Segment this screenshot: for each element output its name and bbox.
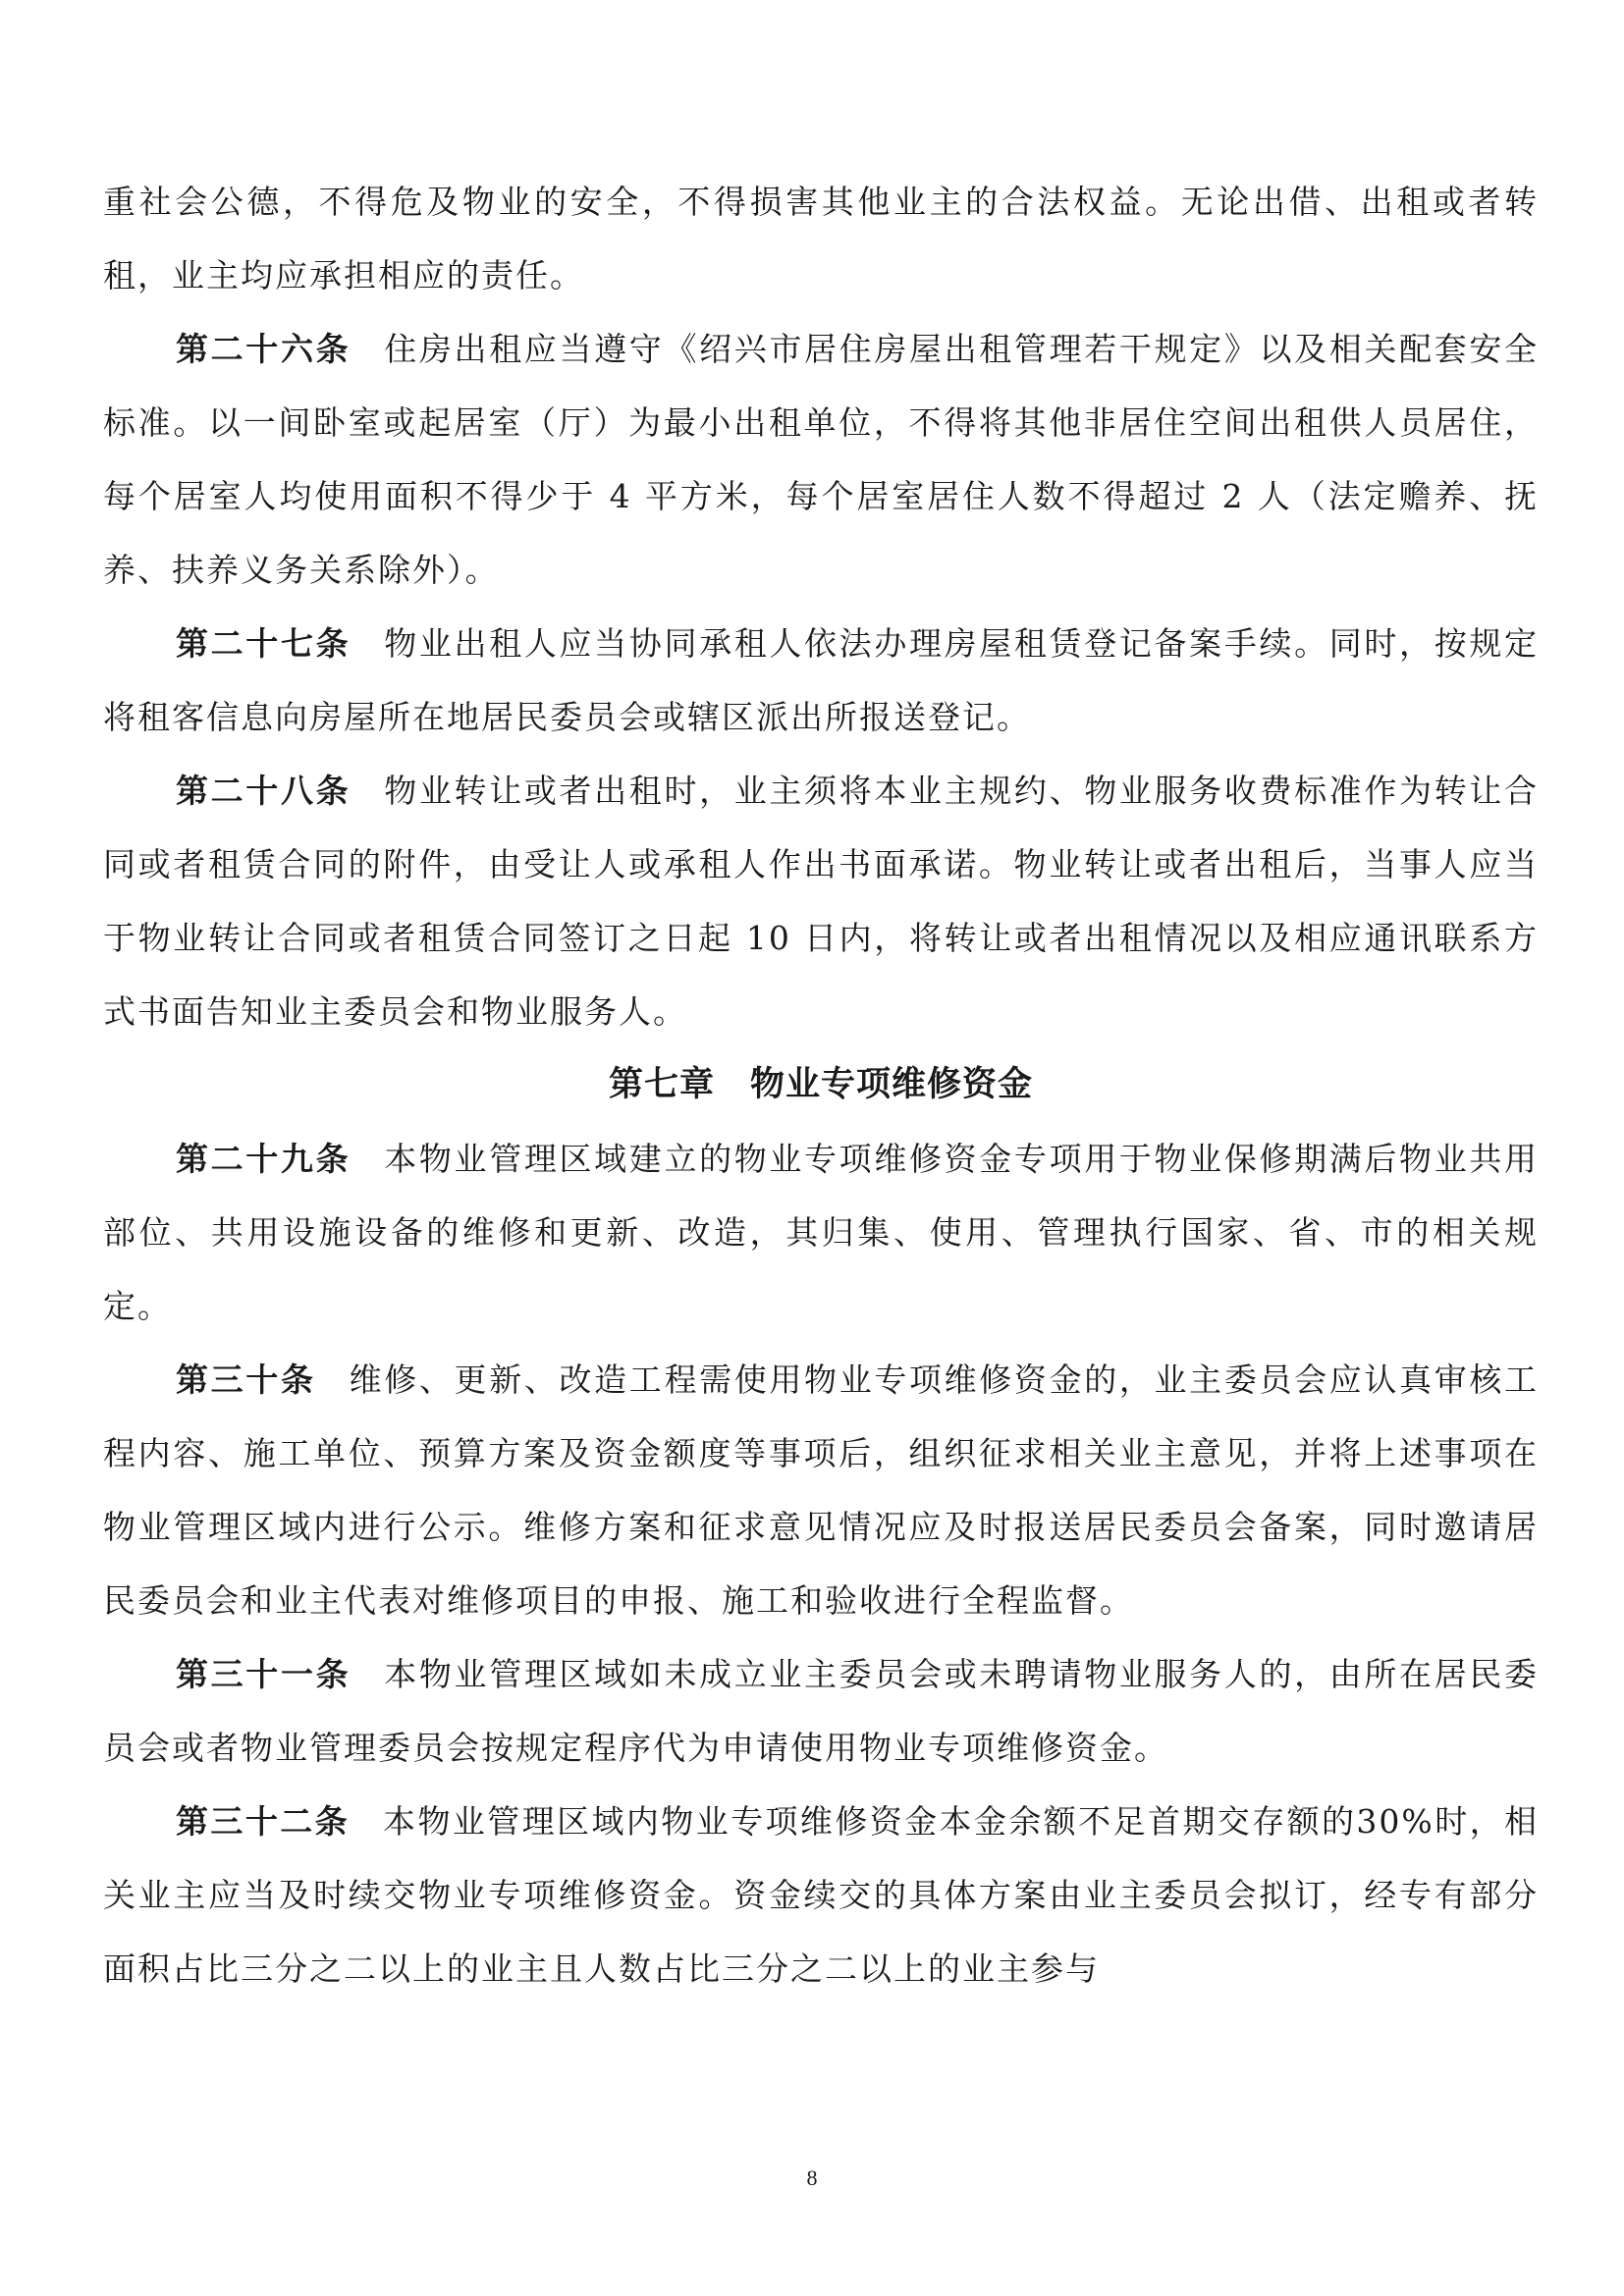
article-32 <box>103 1785 1539 2005</box>
article-label: 第三十二条 <box>176 1802 351 1841</box>
article-30 <box>103 1343 1539 1637</box>
article-text: 本物业管理区域如未成立业主委员会或未聘请物业服务人的，由所在居民委员会或者物业管理委员会按规定程序代为申请使用物业专项维修资金。 <box>103 1655 1540 1767</box>
document-body <box>103 165 1539 2005</box>
paragraph-continuation <box>103 165 1539 312</box>
article-label: 第三十条 <box>176 1361 316 1399</box>
article-label: 第三十一条 <box>176 1655 352 1693</box>
article-text: 本物业管理区域建立的物业专项维修资金专项用于物业保修期满后物业共用部位、共用设施设备的维修和更新、改造，其归集、使用、管理执行国家、省、市的相关规定。 <box>103 1140 1540 1325</box>
article-29 <box>103 1122 1539 1343</box>
article-label: 第二十七条 <box>176 624 352 663</box>
article-text: 物业转让或者出租时，业主须将本业主规约、物业服务收费标准作为转让合同或者租赁合同的附件，由受让人或承租人作出书面承诺。物业转让或者出租后，当事人应当于物业转让合同或者租赁合同签订之日起 10 日内，将转让或者出租情况以及相应通讯联系方式书面告知业主委员会和物业服务人。 <box>103 772 1540 1031</box>
article-28 <box>103 754 1539 1048</box>
article-26 <box>103 312 1539 607</box>
article-text: 本物业管理区域内物业专项维修资金本金余额不足首期交存额的30%时，相关业主应当及时续交物业专项维修资金。资金续交的具体方案由业主委员会拟订，经专有部分面积占比三分之二以上的业主且人数占比三分之二以上的业主参与 <box>103 1802 1540 1988</box>
article-label: 第二十六条 <box>176 330 352 368</box>
page-number: 8 <box>806 2165 818 2190</box>
chapter-heading: 第七章 物业专项维修资金 <box>608 1065 1033 1104</box>
article-31 <box>103 1637 1539 1785</box>
article-text: 住房出租应当遵守《绍兴市居住房屋出租管理若干规定》以及相关配套安全标准。以一间卧室或起居室（厅）为最小出租单位，不得将其他非居住空间出租供人员居住，每个居室人均使用面积不得少于 4 平方米，每个居室居住人数不得超过 2 人（法定赡养、抚养、扶养义务关系除外）。 <box>103 330 1540 589</box>
article-27 <box>103 607 1539 754</box>
article-text: 物业出租人应当协同承租人依法办理房屋租赁登记备案手续。同时，按规定将租客信息向房屋所在地居民委员会或辖区派出所报送登记。 <box>103 624 1540 736</box>
article-label: 第二十八条 <box>176 772 352 810</box>
article-label: 第二十九条 <box>176 1140 352 1178</box>
article-text: 维修、更新、改造工程需使用物业专项维修资金的，业主委员会应认真审核工程内容、施工单位、预算方案及资金额度等事项后，组织征求相关业主意见，并将上述事项在物业管理区域内进行公示。维修方案和征求意见情况应及时报送居民委员会备案，同时邀请居民委员会和业主代表对维修项目的申报、施工和验收进行全程监督。 <box>103 1361 1540 1620</box>
paragraph-text: 重社会公德，不得危及物业的安全，不得损害其他业主的合法权益。无论出借、出租或者转租，业主均应承担相应的责任。 <box>103 183 1539 294</box>
